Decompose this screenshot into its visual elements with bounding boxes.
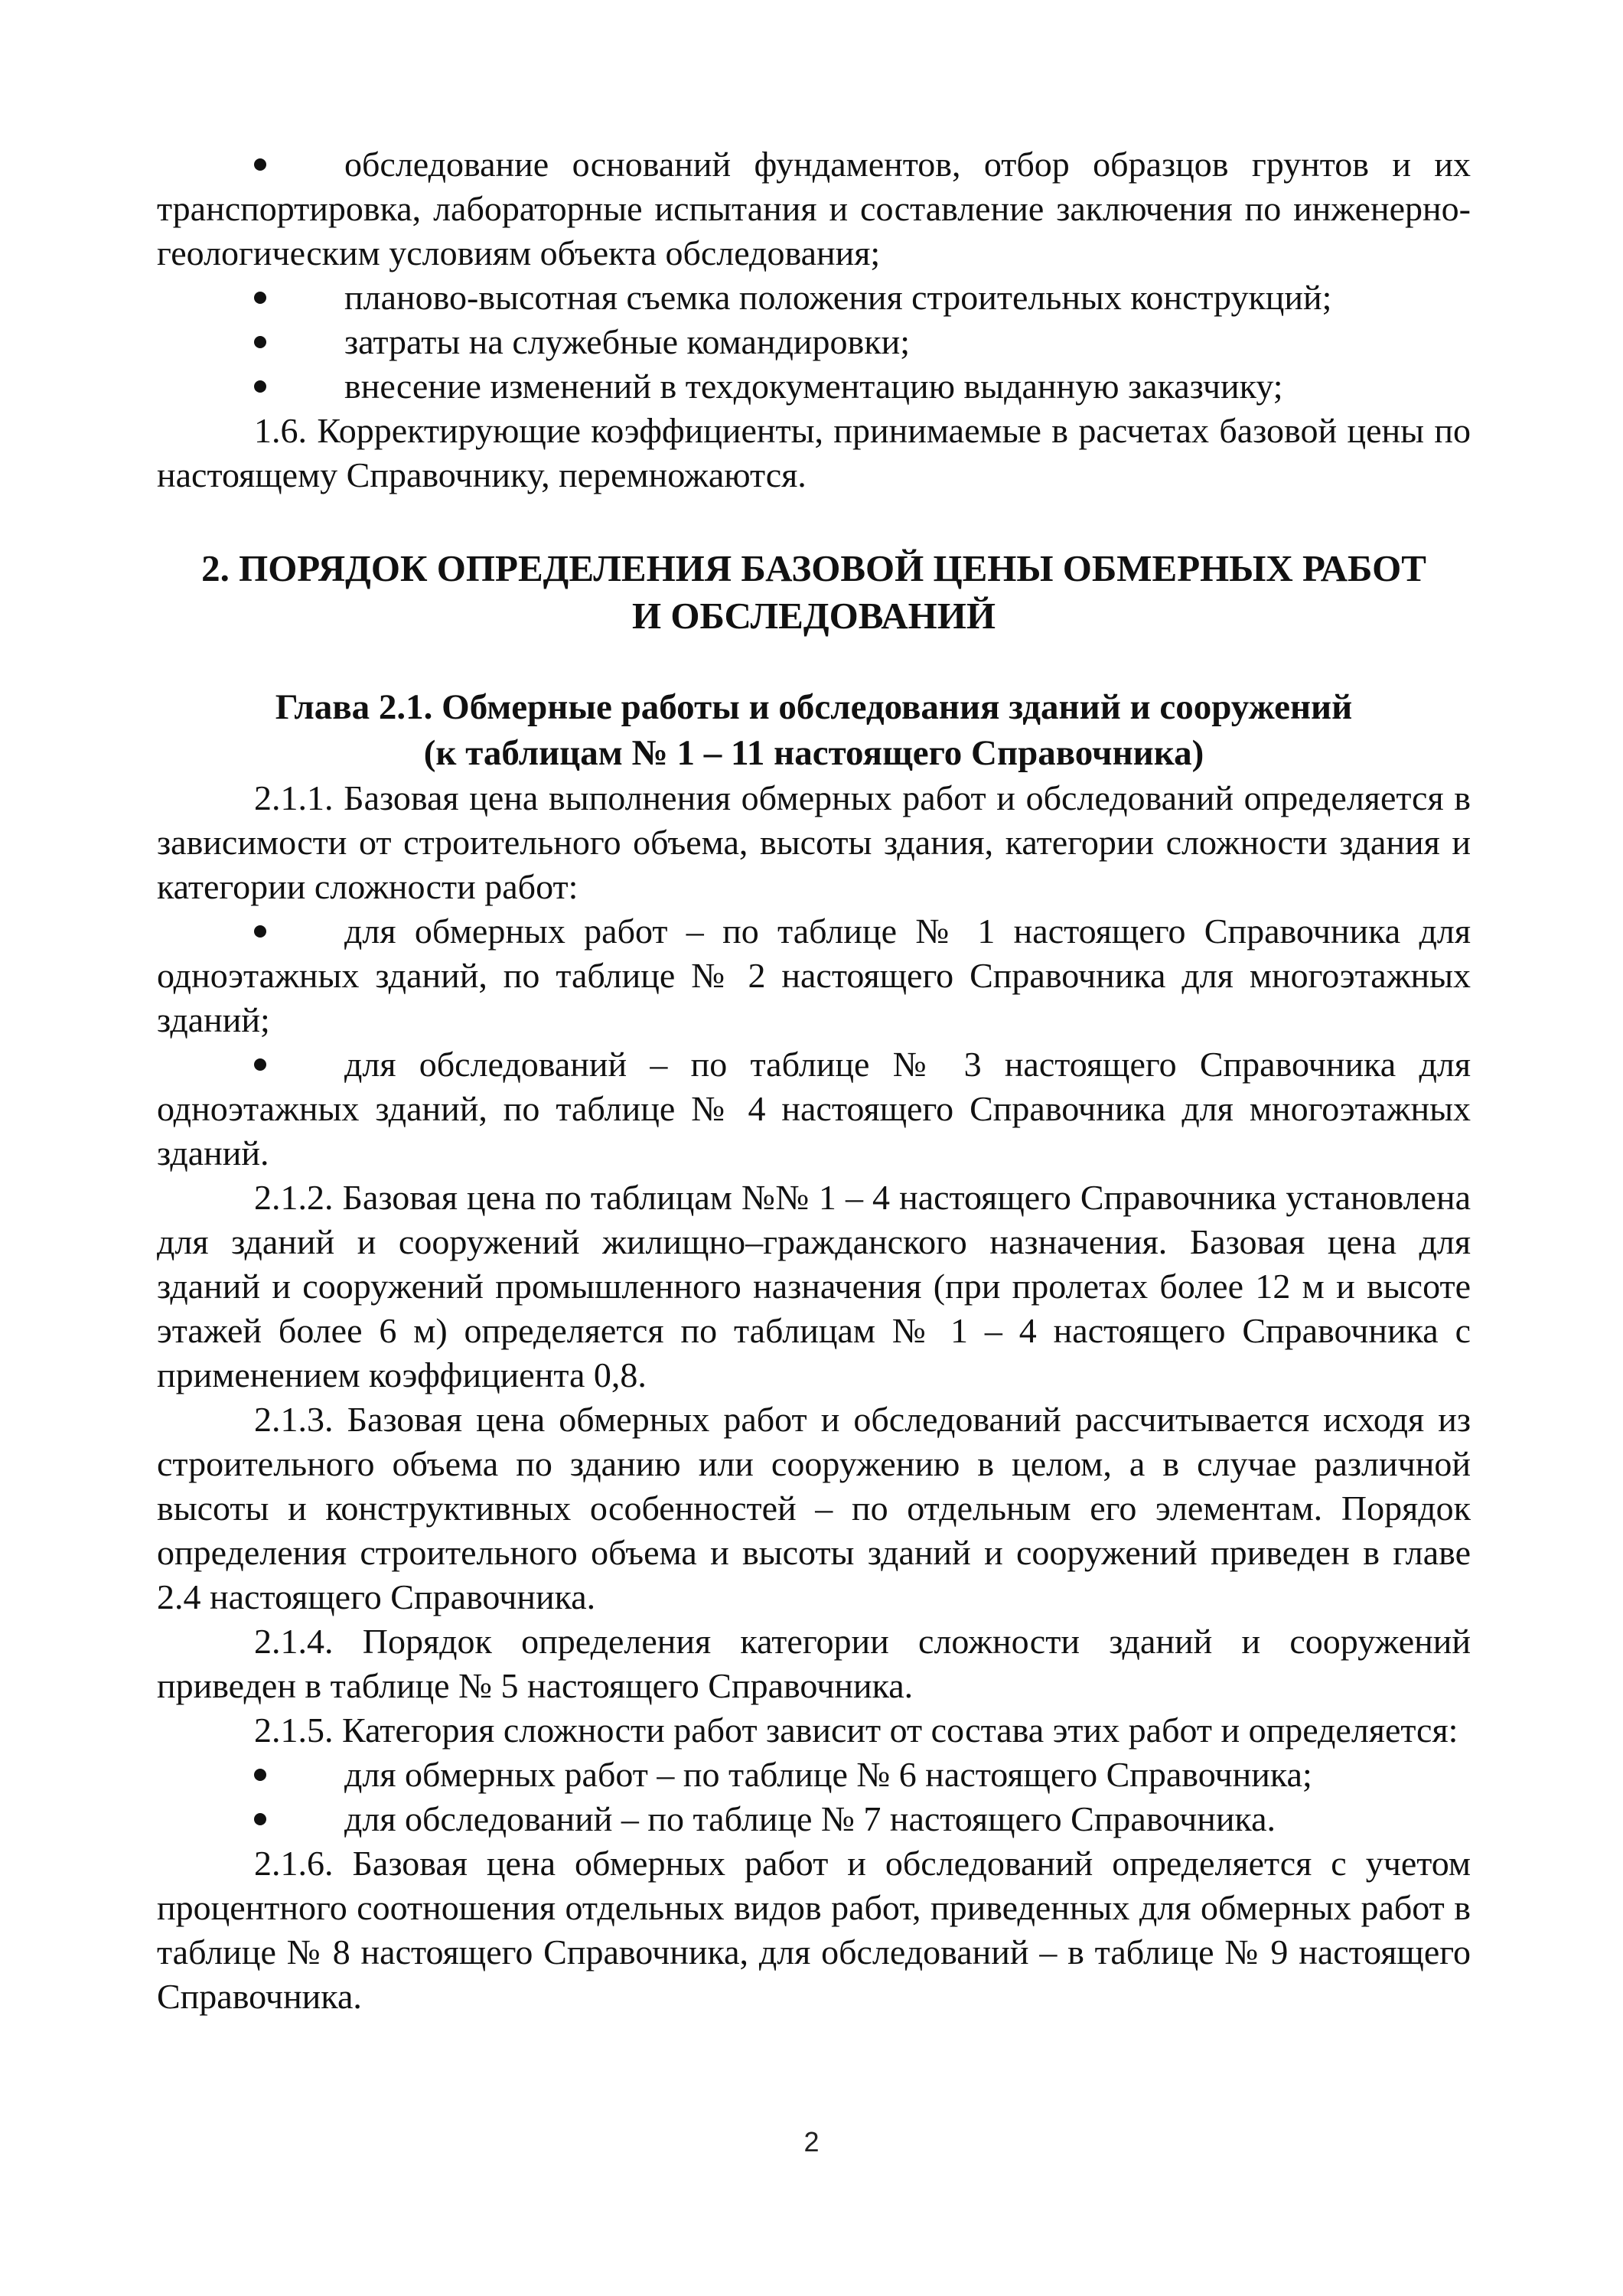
paragraph-2-1-5: 2.1.5. Категория сложности работ зависит от состава этих работ и определяется: bbox=[254, 1711, 1458, 1750]
list-item: для обследований – по таблице № 3 настоящего Справочника для одноэтажных зданий, по таблице № 4 настоящего Справочника для многоэтажных зданий. bbox=[157, 1045, 1471, 1172]
chapter-heading: Глава 2.1. Обмерные работы и обследования зданий и сооружений (к таблицам № 1 – 11 настоящего Справочника) bbox=[275, 687, 1353, 773]
list-item: затраты на служебные командировки; bbox=[157, 320, 1471, 364]
page-content bbox=[157, 142, 1471, 2019]
bullet-icon bbox=[254, 292, 266, 304]
list-item: для обмерных работ – по таблице № 1 настоящего Справочника для одноэтажных зданий, по таблице № 2 настоящего Справочника для многоэтажных зданий; bbox=[157, 912, 1471, 1039]
bullet-icon bbox=[254, 925, 266, 938]
bullet-icon bbox=[254, 158, 266, 171]
paragraph-2-1-1: 2.1.1. Базовая цена выполнения обмерных работ и обследований определяется в зависимости от строительного объема, высоты здания, категории сложности здания и категории сложности работ: bbox=[157, 778, 1471, 906]
bullet-icon bbox=[254, 336, 266, 348]
paragraph-1-6: 1.6. Корректирующие коэффициенты, принимаемые в расчетах базовой цены по настоящему Справочнику, перемножаются. bbox=[157, 411, 1471, 494]
bullet-icon bbox=[254, 380, 266, 393]
bullet-icon bbox=[254, 1769, 266, 1781]
list-item: для обмерных работ – по таблице № 6 настоящего Справочника; bbox=[157, 1753, 1471, 1797]
paragraph-2-1-2: 2.1.2. Базовая цена по таблицам №№ 1 – 4 настоящего Справочника установлена для зданий и сооружений жилищно–гражданского назначения. Базовая цена для зданий и сооружений промышленного назначения (при пролетах более 12 м и высоте этажей более 6 м) определяется по таблицам № 1 – 4 настоящего Справочника с применением коэффициента 0,8. bbox=[157, 1178, 1471, 1394]
list-item: обследование оснований фундаментов, отбор образцов грунтов и их транспортировка, лабораторные испытания и составление заключения по инженерно-геологическим условиям объекта обследования; bbox=[157, 145, 1471, 272]
list-item: внесение изменений в техдокументацию выданную заказчику; bbox=[157, 364, 1471, 409]
paragraph-2-1-3: 2.1.3. Базовая цена обмерных работ и обследований рассчитывается исходя из строительного объема по зданию или сооружению в целом, а в случае различной высоты и конструктивных особенностей – по отдельным его элементам. Порядок определения строительного объема и высоты зданий и сооружений приведен в главе 2.4 настоящего Справочника. bbox=[157, 1400, 1471, 1616]
list-item: планово-высотная съемка положения строительных конструкций; bbox=[157, 276, 1471, 320]
bullet-icon bbox=[254, 1813, 266, 1825]
list-item: для обследований – по таблице № 7 настоящего Справочника. bbox=[157, 1797, 1471, 1841]
section-heading: 2. ПОРЯДОК ОПРЕДЕЛЕНИЯ БАЗОВОЙ ЦЕНЫ ОБМЕРНЫХ РАБОТ И ОБСЛЕДОВАНИЙ bbox=[201, 547, 1426, 637]
paragraph-2-1-6: 2.1.6. Базовая цена обмерных работ и обследований определяется с учетом процентного соотношения отдельных видов работ, приведенных для обмерных работ в таблице № 8 настоящего Справочника, для обследований – в таблице № 9 настоящего Справочника. bbox=[157, 1844, 1471, 2016]
paragraph-2-1-4: 2.1.4. Порядок определения категории сложности зданий и сооружений приведен в таблице № 5 настоящего Справочника. bbox=[157, 1622, 1471, 1705]
page-number: 2 bbox=[803, 2126, 820, 2157]
bullet-icon bbox=[254, 1058, 266, 1071]
